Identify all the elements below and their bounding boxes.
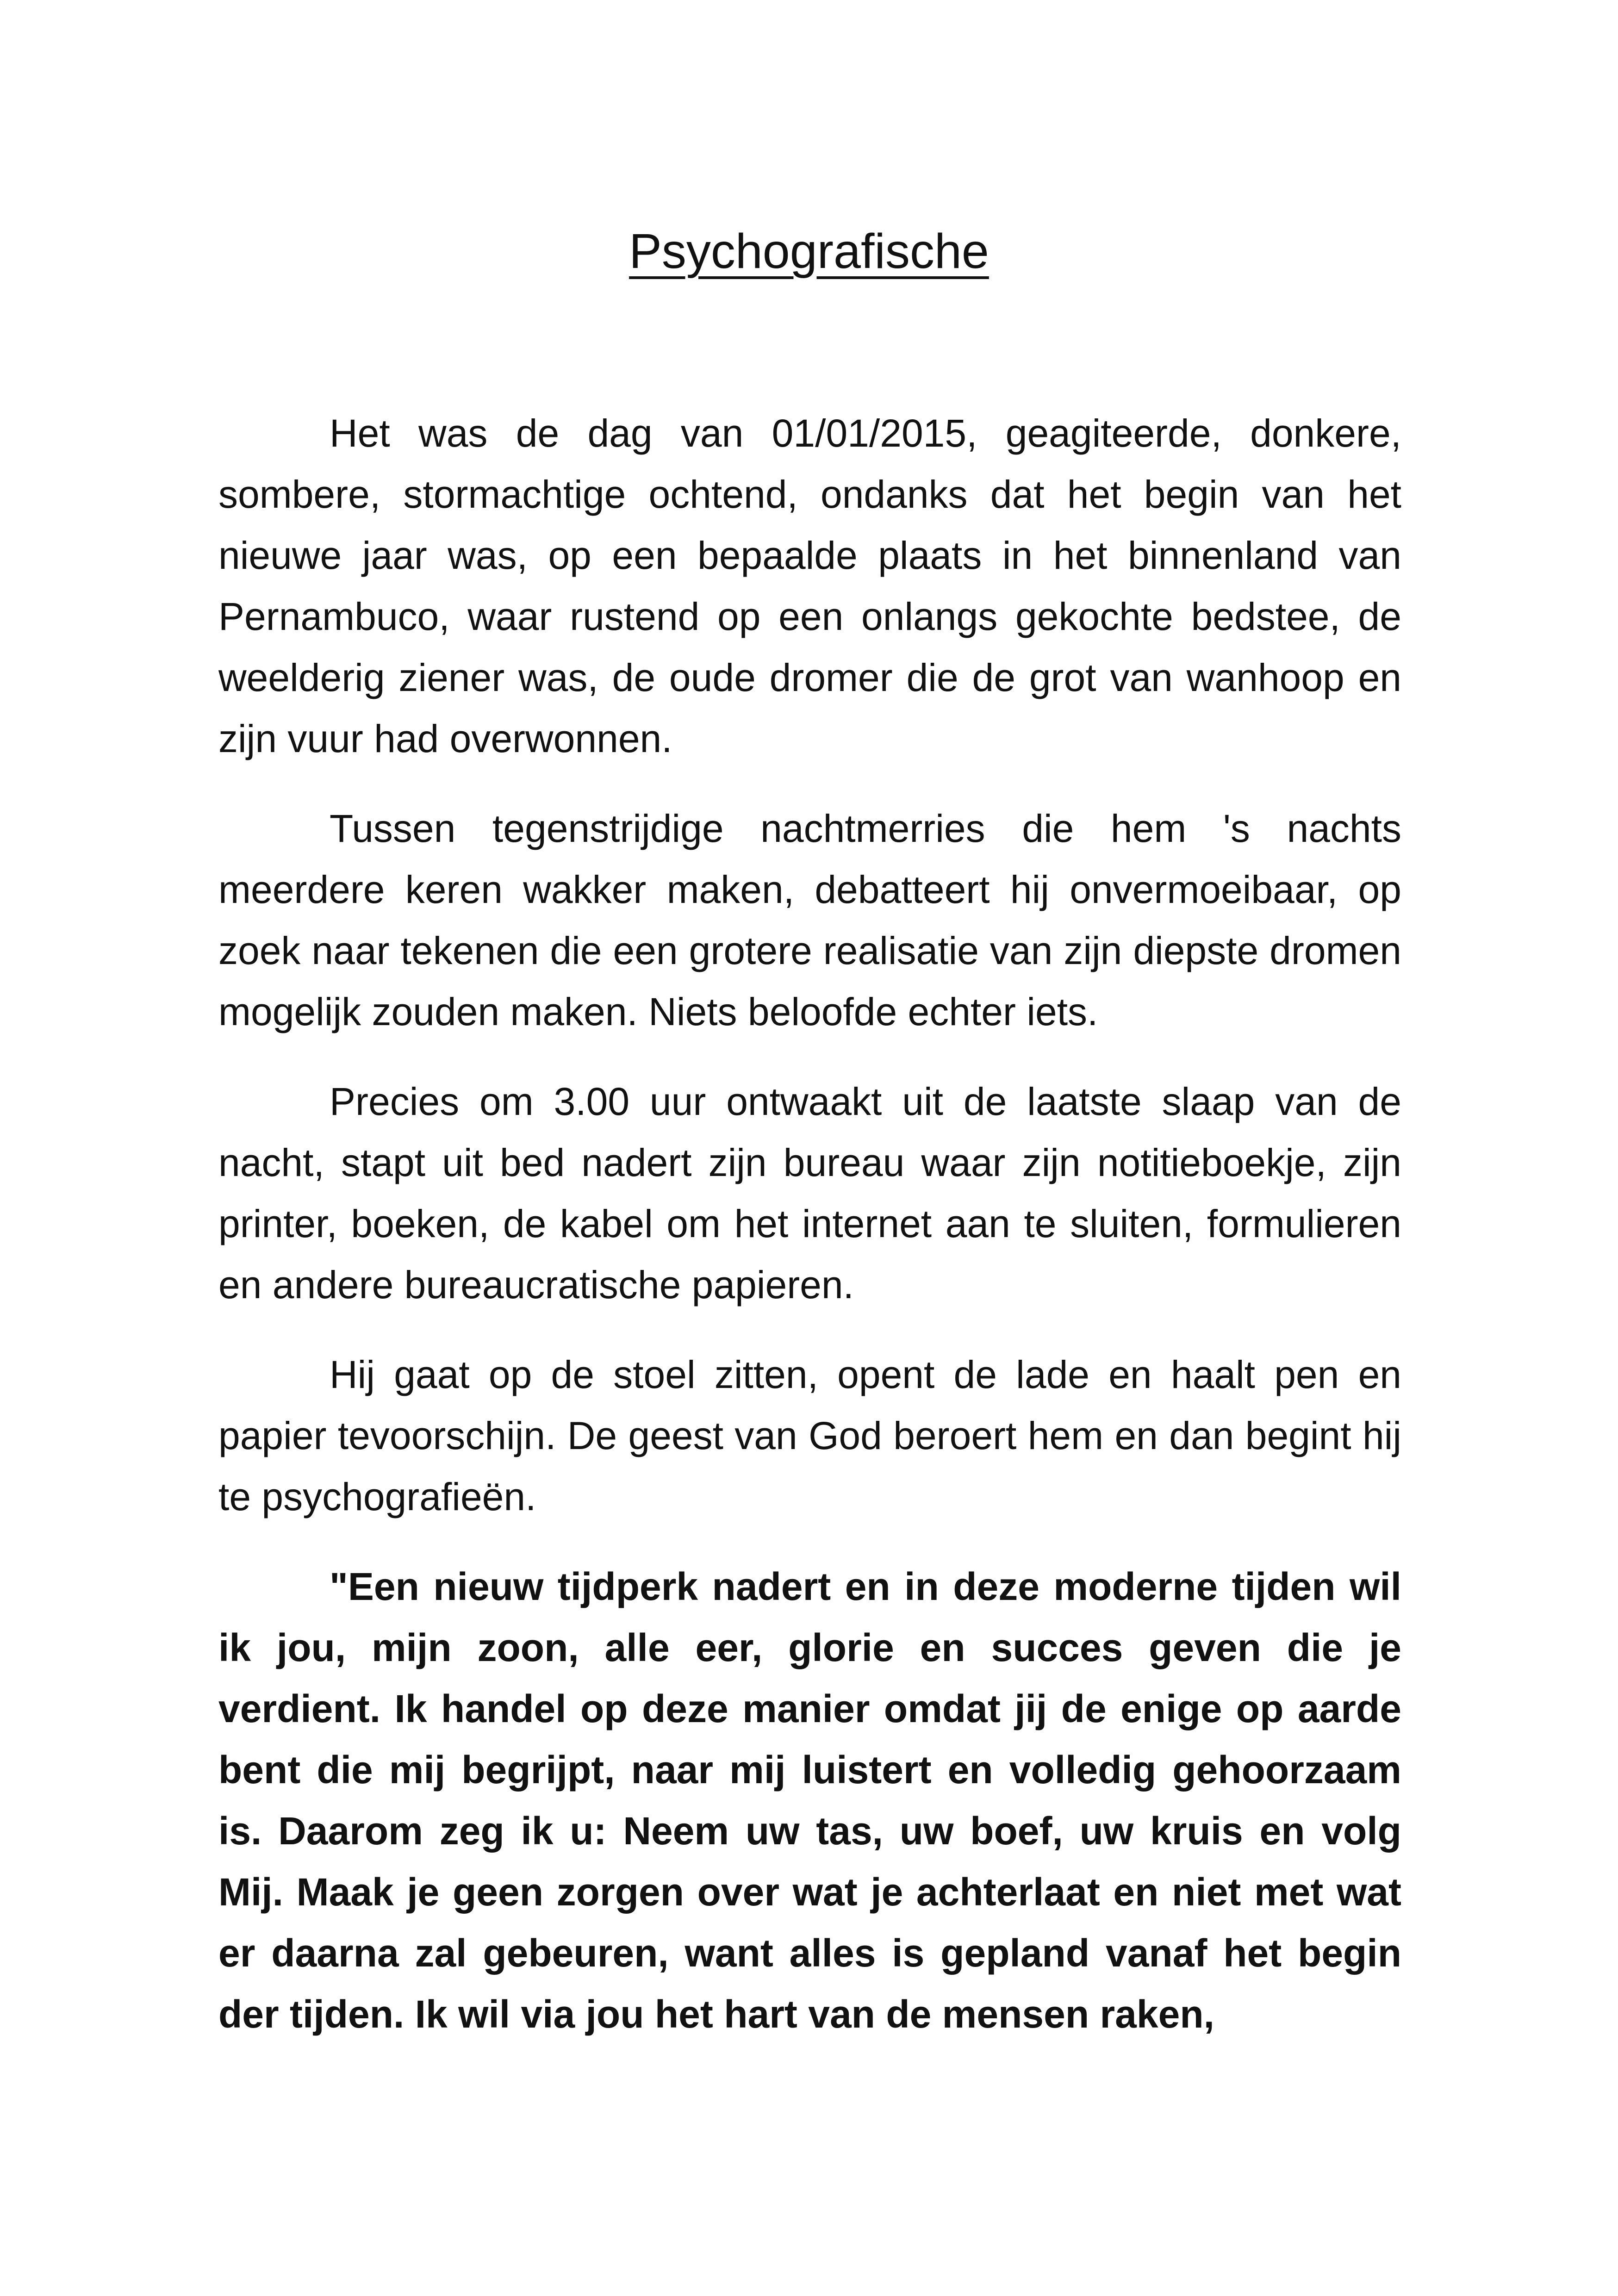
paragraph-4: Hij gaat op de stoel zitten, opent de lade en haalt pen en papier tevoorschijn. De geest van God beroert hem en dan begint hij te psychografieën.: [218, 1353, 1401, 1518]
document-body: [218, 403, 1401, 2073]
paragraph-5-quote: "Een nieuw tijdperk nadert en in deze moderne tijden wil ik jou, mijn zoon, alle eer, glorie en succes geven die je verdient. Ik handel op deze manier omdat jij de enige op aarde bent die mij begrijpt, naar mij luistert en volledig gehoorzaam is. Daarom zeg ik u: Neem uw tas, uw boef, uw kruis en volg Mij. Maak je geen zorgen over wat je achterlaat en niet met wat er daarna zal gebeuren, want alles is gepland vanaf het begin der tijden. Ik wil via jou het hart van de mensen raken,: [218, 1565, 1401, 2036]
page-title: [0, 222, 1618, 281]
paragraph-2: Tussen tegenstrijdige nachtmerries die hem 's nachts meerdere keren wakker maken, debatteert hij onvermoeibaar, op zoek naar tekenen die een grotere realisatie van zijn diepste dromen mogelijk zouden maken. Niets beloofde echter iets.: [218, 807, 1401, 1033]
paragraph-1: Het was de dag van 01/01/2015, geagiteerde, donkere, sombere, stormachtige ochtend, ondanks dat het begin van het nieuwe jaar was, op een bepaalde plaats in het binnenland van Pernambuco, waar rustend op een onlangs gekochte bedstee, de weelderig ziener was, de oude dromer die de grot van wanhoop en zijn vuur had overwonnen.: [218, 411, 1401, 760]
page-title-text: Psychografische: [629, 224, 989, 279]
paragraph-3: Precies om 3.00 uur ontwaakt uit de laatste slaap van de nacht, stapt uit bed nadert zijn bureau waar zijn notitieboekje, zijn printer, boeken, de kabel om het internet aan te sluiten, formulieren en andere bureaucratische papieren.: [218, 1080, 1401, 1307]
